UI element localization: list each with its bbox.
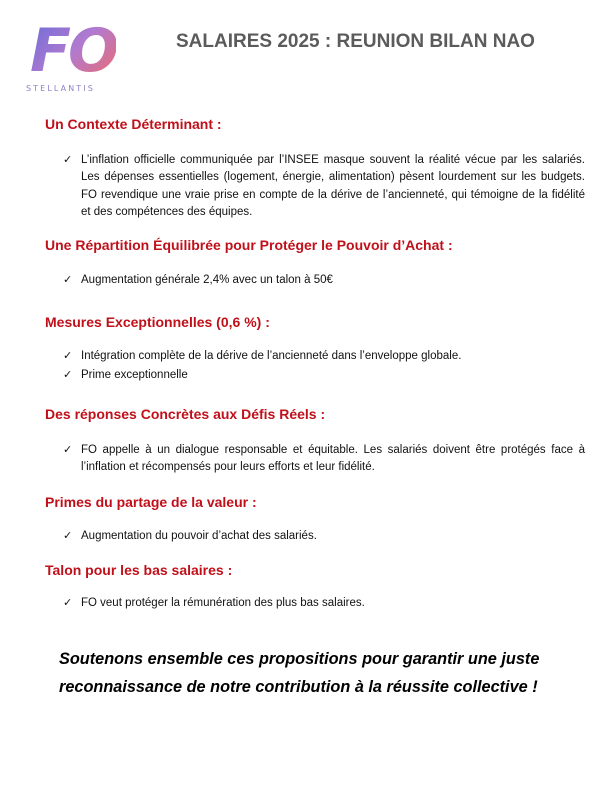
bullet-text: Intégration complète de la dérive de l’ancienneté dans l’enveloppe globale. [81, 350, 462, 362]
checkmark-icon: ✓ [63, 530, 73, 542]
page-title: SALAIRES 2025 : REUNION BILAN NAO [176, 31, 535, 52]
section-contexte [45, 116, 585, 222]
bullet-text: Augmentation du pouvoir d’achat des salariés. [81, 530, 317, 542]
logo-fo-text: FO [30, 16, 116, 86]
section-heading: Un Contexte Déterminant : [45, 116, 222, 132]
checkmark-icon: ✓ [63, 444, 73, 456]
bullet-item [45, 272, 585, 289]
section-repartition [45, 237, 585, 289]
checkmark-icon: ✓ [63, 350, 73, 362]
section-heading: Mesures Exceptionnelles (0,6 %) : [45, 314, 270, 330]
section-heading: Une Répartition Équilibrée pour Protéger le Pouvoir d’Achat : [45, 237, 453, 253]
bullet-item [45, 442, 585, 477]
checkmark-icon: ✓ [63, 274, 73, 286]
bullet-item [45, 348, 585, 365]
closing-line-2: reconnaissance de notre contribution à la réussite collective ! [59, 678, 538, 696]
bullet-text: L’inflation officielle communiquée par l’INSEE masque souvent la réalité vécue par les salariés. Les dépenses essentielles (logement, énergie, alimentation) pèsent lourdement sur les budgets. FO revendique une vraie prise en compte de la dérive de l’ancienneté, qui témoigne de la fidélité et des compétences des équipes. [81, 154, 585, 219]
bullet-item [45, 152, 585, 222]
section-mesures [45, 314, 585, 385]
bullet-text: FO appelle à un dialogue responsable et équitable. Les salariés doivent être protégés face à l’inflation et récompensés pour leurs efforts et leur fidélité. [81, 444, 585, 474]
section-heading: Primes du partage de la valeur : [45, 494, 257, 510]
bullet-item [45, 595, 585, 612]
bullet-item [45, 528, 585, 545]
bullet-text: Augmentation générale 2,4% avec un talon à 50€ [81, 274, 333, 286]
logo-stellantis-text: STELLANTIS [26, 84, 95, 93]
fo-stellantis-logo [26, 18, 116, 98]
section-talon [45, 562, 585, 612]
section-heading: Talon pour les bas salaires : [45, 562, 233, 578]
checkmark-icon: ✓ [63, 154, 73, 166]
section-primes [45, 494, 585, 545]
checkmark-icon: ✓ [63, 369, 73, 382]
section-reponses [45, 406, 585, 477]
bullet-item [45, 367, 585, 384]
closing-statement [59, 645, 589, 701]
bullet-text: FO veut protéger la rémunération des plus bas salaires. [81, 597, 365, 609]
closing-line-1: Soutenons ensemble ces propositions pour garantir une juste [59, 650, 540, 668]
section-heading: Des réponses Concrètes aux Défis Réels : [45, 406, 326, 422]
checkmark-icon: ✓ [63, 597, 73, 609]
bullet-text: Prime exceptionnelle [81, 369, 188, 382]
